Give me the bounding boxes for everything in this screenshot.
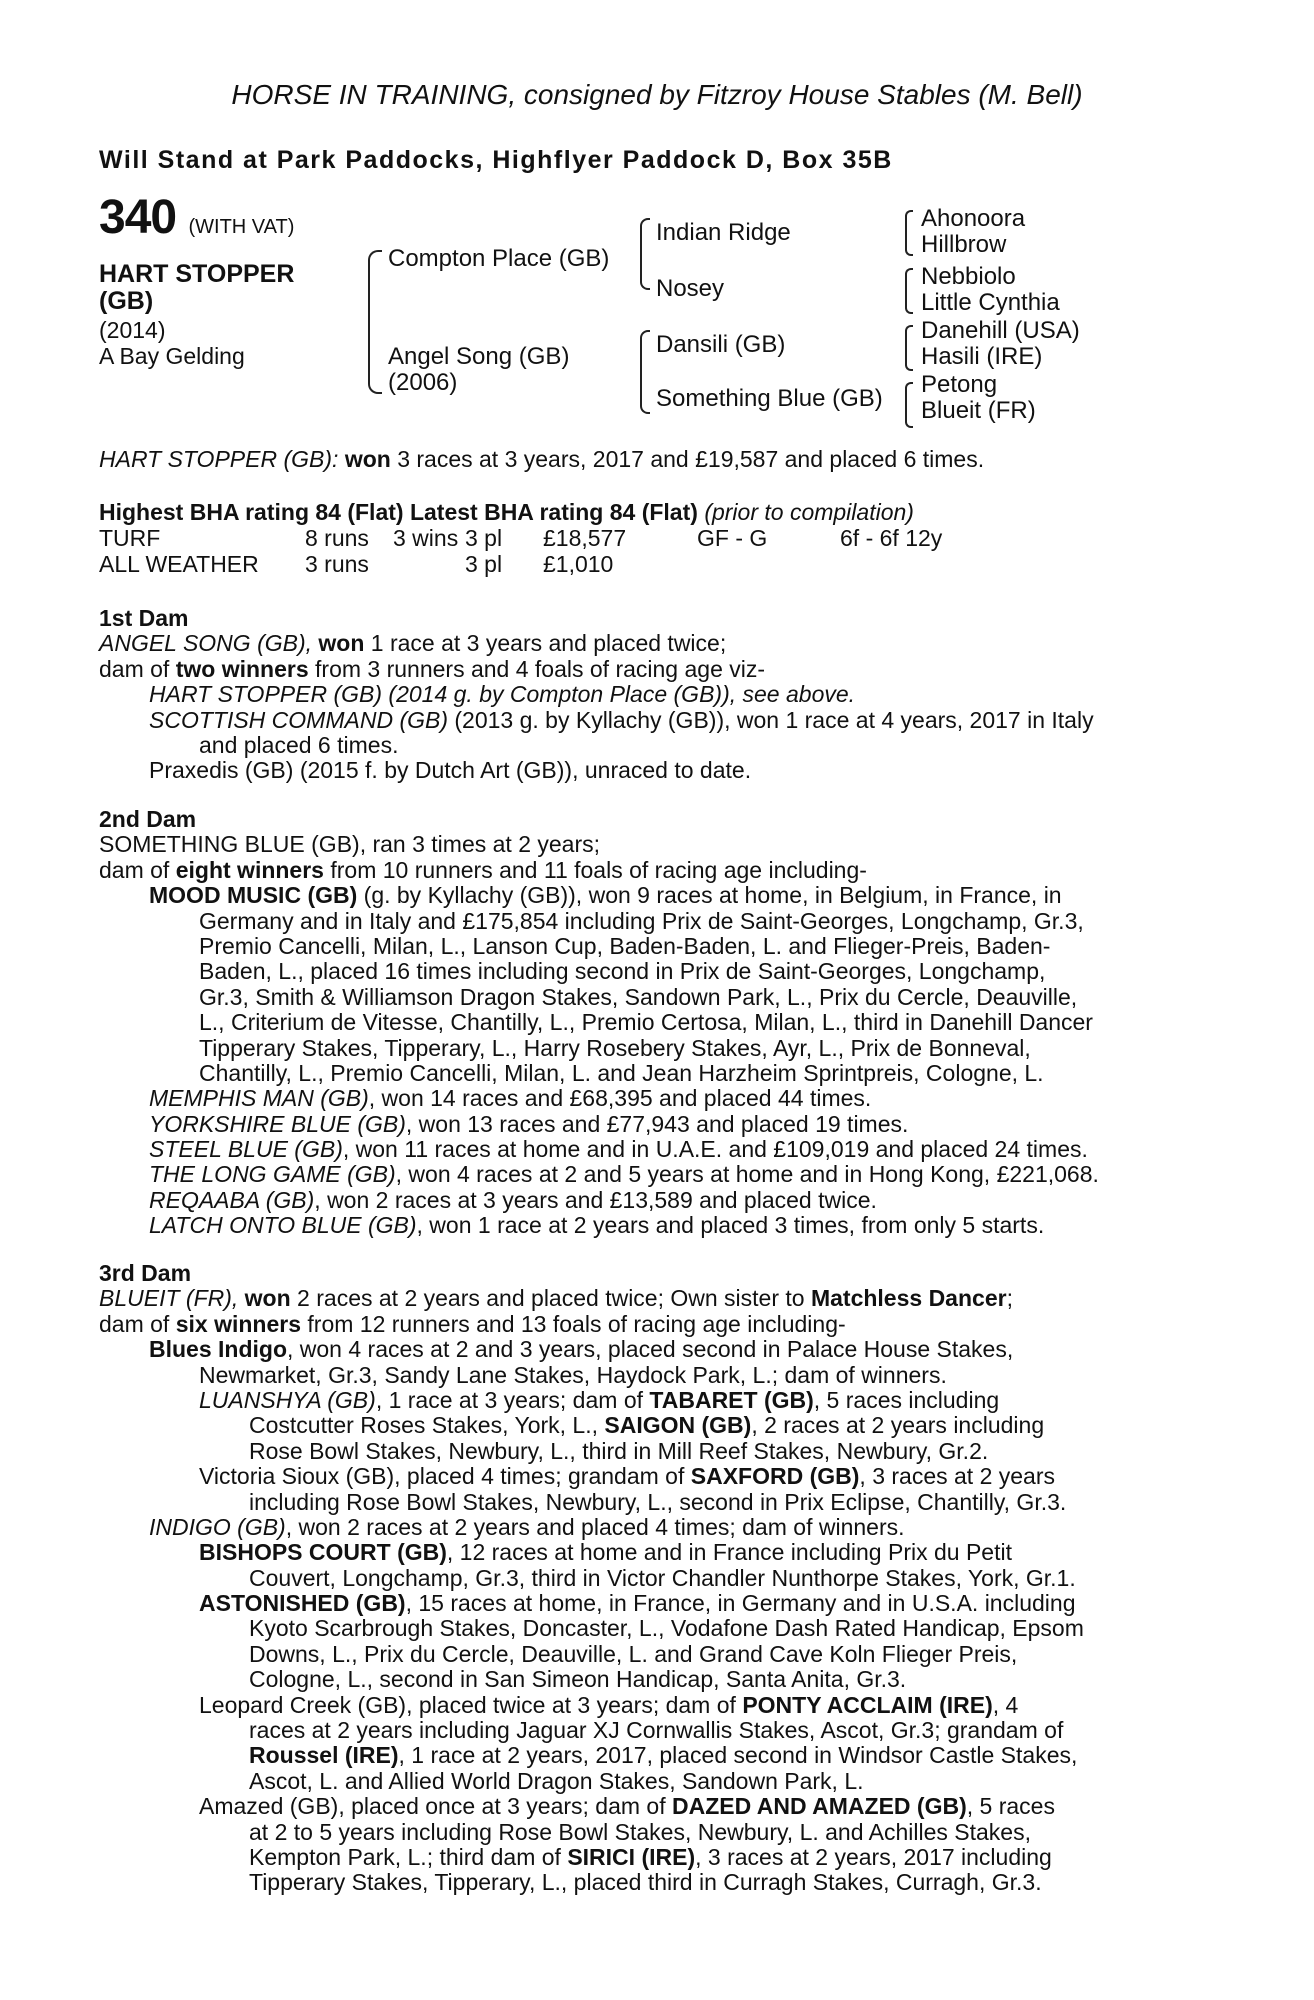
dam3-l15: Downs, L., Prix du Cercle, Deauville, L. and Grand Cave Koln Flieger Preis,: [249, 1640, 1018, 1667]
horse-description: A Bay Gelding: [99, 343, 245, 369]
aw-earnings: £1,010: [543, 551, 614, 577]
pedigree-brace-g3: [905, 325, 913, 371]
dam3-l16: Cologne, L., second in San Simeon Handicap, Santa Anita, Gr.3.: [249, 1666, 907, 1693]
dam2-l16b: , won 1 race at 2 years and placed 3 times, from only 5 starts.: [416, 1212, 1045, 1239]
dam1-name: ANGEL SONG (GB),: [99, 630, 319, 657]
dam2-steel-blue: STEEL BLUE (GB): [149, 1136, 343, 1163]
dam1-progeny-2: SCOTTISH COMMAND (GB): [149, 706, 448, 733]
dam3-luanshya: LUANSHYA (GB): [199, 1386, 376, 1413]
aw-placed: 3 pl: [465, 551, 503, 577]
dam2-memphis: MEMPHIS MAN (GB): [149, 1085, 369, 1112]
dam2-l5: Premio Cancelli, Milan, L., Lanson Cup, Baden-Baden, L. and Flieger-Preis, Baden-: [199, 932, 1051, 959]
dam3-l10b: , won 2 races at 2 years and placed 4 times; dam of winners.: [285, 1513, 905, 1540]
pedigree-g8: Blueit (FR): [921, 397, 1036, 424]
summary-won: won: [344, 446, 391, 472]
dam3-l2a: dam of: [99, 1310, 176, 1337]
pedigree-sire-sire: Indian Ridge: [656, 219, 791, 246]
dam2-l6: Baden, L., placed 16 times including second in Prix de Saint-Georges, Longchamp,: [199, 958, 1046, 985]
dam3-l23a: Kempton Park, L.; third dam of: [249, 1843, 568, 1870]
dam3-l8c: , 3 races at 2 years: [859, 1463, 1056, 1490]
horse-name: HART STOPPER: [99, 260, 295, 288]
dam3-l19b: , 1 race at 2 years, 2017, placed second in Windsor Castle Stakes,: [398, 1742, 1078, 1769]
dam2-l13b: , won 11 races at home and in U.A.E. and £109,019 and placed 24 times.: [342, 1136, 1088, 1163]
pedigree-brace-main: [368, 250, 382, 394]
pedigree-brace-dam: [640, 330, 650, 414]
dam3-l11b: , 12 races at home and in France including Prix du Petit: [446, 1539, 1012, 1566]
lot-number-row: [99, 191, 295, 244]
dam3-bishops-court: BISHOPS COURT (GB): [199, 1539, 447, 1566]
dam3-l14: Kyoto Scarbrough Stakes, Doncaster, L., Vodafone Dash Rated Handicap, Epsom: [249, 1615, 1084, 1642]
dam3-l23c: , 3 races at 2 years, 2017 including: [695, 1843, 1052, 1870]
dam2-l4: Germany and in Italy and £175,854 including Prix de Saint-Georges, Longchamp, Gr.3,: [199, 907, 1084, 934]
dam3-l5b: , 1 race at 3 years; dam of: [375, 1386, 650, 1413]
pedigree-g7: Petong: [921, 371, 998, 398]
vat-note: (WITH VAT): [188, 216, 295, 238]
dam3-l24: Tipperary Stakes, Tipperary, L., placed third in Curragh Stakes, Curragh, Gr.3.: [249, 1869, 1042, 1896]
dam3-l7: Rose Bowl Stakes, Newbury, L., third in Mill Reef Stakes, Newbury, Gr.2.: [249, 1437, 989, 1464]
dam1-l2c: from 3 runners and 4 foals of racing age viz-: [308, 655, 766, 682]
aw-label: ALL WEATHER: [99, 551, 259, 577]
dam2-l8: L., Criterium de Vitesse, Chantilly, L., Premio Certosa, Milan, L., third in Danehill Dancer: [199, 1009, 1093, 1036]
pedigree-g4: Little Cynthia: [921, 289, 1060, 316]
pedigree-g3: Nebbiolo: [921, 263, 1016, 290]
turf-wins: 3 wins: [393, 525, 459, 551]
dam3-l4: Newmarket, Gr.3, Sandy Lane Stakes, Haydock Park, L.; dam of winners.: [199, 1361, 947, 1388]
dam2-reqaaba: REQAABA (GB): [149, 1186, 315, 1213]
dam2-l15b: , won 2 races at 3 years and £13,589 and placed twice.: [314, 1186, 877, 1213]
pedigree-g2: Hillbrow: [921, 231, 1007, 258]
dam3-saxford: SAXFORD (GB): [690, 1463, 860, 1490]
dam3-blues-indigo: Blues Indigo: [149, 1336, 287, 1363]
second-dam-section: [99, 807, 1199, 1239]
pedigree-brace-g1: [905, 210, 913, 256]
summary-text: 3 races at 3 years, 2017 and £19,587 and placed 6 times.: [390, 446, 985, 472]
dam1-won: won: [318, 630, 365, 657]
dam1-progeny-2-text: (2013 g. by Kyllachy (GB)), won 1 race at 4 years, 2017 in Italy: [448, 706, 1094, 733]
dam3-l17c: , 4: [992, 1691, 1019, 1718]
dam1-l1: 1 race at 3 years and placed twice;: [364, 630, 727, 657]
turf-going: GF - G: [697, 525, 768, 551]
dam2-l11b: , won 14 races and £68,395 and placed 44 times.: [368, 1085, 872, 1112]
summary-horse: HART STOPPER (GB): [99, 446, 333, 472]
dam3-l6a: Costcutter Roses Stakes, York, L.,: [249, 1412, 605, 1439]
dam2-mood-music: MOOD MUSIC (GB): [149, 882, 358, 909]
dam3-sirici: SIRICI (IRE): [567, 1843, 696, 1870]
dam3-l21c: , 5 races: [966, 1793, 1055, 1820]
dam1-winners: two winners: [175, 655, 309, 682]
dam2-l3b: (g. by Kyllachy (GB)), won 9 races at home, in Belgium, in France, in: [357, 882, 1062, 909]
dam3-l5d: , 5 races including: [813, 1386, 1000, 1413]
turf-label: TURF: [99, 525, 161, 551]
dam2-l2c: from 10 runners and 11 foals of racing age including-: [323, 856, 867, 883]
pedigree-dam-dam: Something Blue (GB): [656, 385, 883, 412]
dam3-won: won: [244, 1285, 291, 1312]
first-dam-heading: 1st Dam: [99, 605, 189, 631]
horse-country: (GB): [99, 287, 154, 315]
pedigree-brace-sire: [640, 218, 650, 290]
dam3-blueit: BLUEIT (FR),: [99, 1285, 245, 1312]
dam3-l22: at 2 to 5 years including Rose Bowl Stakes, Newbury, L. and Achilles Stakes,: [249, 1818, 1031, 1845]
dam3-saigon: SAIGON (GB): [604, 1412, 752, 1439]
second-dam-heading: 2nd Dam: [99, 806, 197, 832]
first-dam-section: [99, 606, 1199, 784]
dam1-progeny-3: Praxedis (GB) (2015 f. by Dutch Art (GB)), unraced to date.: [149, 757, 752, 784]
dam2-yorkshire: YORKSHIRE BLUE (GB): [149, 1110, 406, 1137]
dam2-l7: Gr.3, Smith & Williamson Dragon Stakes, Sandown Park, L., Prix du Cercle, Deauville,: [199, 983, 1078, 1010]
dam2-winners: eight winners: [175, 856, 324, 883]
dam3-l20: Ascot, L. and Allied World Dragon Stakes, Sandown Park, L.: [249, 1767, 864, 1794]
dam3-matchless: Matchless Dancer: [810, 1285, 1007, 1312]
dam1-l5: and placed 6 times.: [199, 731, 399, 758]
pedigree-dam-sire: Dansili (GB): [656, 331, 786, 358]
dam3-l6c: , 2 races at 2 years including: [751, 1412, 1045, 1439]
dam2-latch: LATCH ONTO BLUE (GB): [149, 1212, 417, 1239]
dam3-l1c: 2 races at 2 years and placed twice; Own sister to: [290, 1285, 811, 1312]
consignment-header: HORSE IN TRAINING, consigned by Fitzroy House Stables (M. Bell): [231, 79, 1083, 110]
dam3-l18: races at 2 years including Jaguar XJ Cornwallis Stakes, Ascot, Gr.3; grandam of: [249, 1717, 1064, 1744]
horse-year: (2014): [99, 317, 166, 343]
dam3-astonished: ASTONISHED (GB): [199, 1590, 406, 1617]
pedigree-g6: Hasili (IRE): [921, 343, 1043, 370]
dam3-winners: six winners: [175, 1310, 301, 1337]
pedigree-sire-dam: Nosey: [656, 275, 725, 302]
dam3-l9: including Rose Bowl Stakes, Newbury, L., second in Prix Eclipse, Chantilly, Gr.3.: [249, 1488, 1067, 1515]
pedigree-g5: Danehill (USA): [921, 317, 1080, 344]
aw-runs: 3 runs: [305, 551, 369, 577]
dam2-l1: SOMETHING BLUE (GB), ran 3 times at 2 years;: [99, 831, 601, 858]
rating-note: (prior to compilation): [704, 499, 914, 525]
race-summary: HART STOPPER (GB): won 3 races at 3 years, 2017 and £19,587 and placed 6 times.: [99, 446, 985, 472]
third-dam-section: [99, 1261, 1199, 1896]
pedigree-dam: Angel Song (GB): [388, 343, 570, 370]
pedigree-brace-g4: [905, 382, 913, 428]
dam3-l13b: , 15 races at home, in France, in Germany and in U.S.A. including: [405, 1590, 1076, 1617]
lot-number: 340: [99, 191, 177, 244]
rating-line: [99, 500, 914, 525]
dam1-l2a: dam of: [99, 655, 176, 682]
dam2-l12b: , won 13 races and £77,943 and placed 19 times.: [405, 1110, 909, 1137]
dam2-long-game: THE LONG GAME (GB): [149, 1161, 396, 1188]
turf-distance: 6f - 6f 12y: [840, 525, 943, 551]
dam3-ponty: PONTY ACCLAIM (IRE): [742, 1691, 993, 1718]
dam3-l2c: from 12 runners and 13 foals of racing age including-: [301, 1310, 846, 1337]
pedigree-dam-year: (2006): [388, 369, 458, 396]
dam3-l12: Couvert, Longchamp, Gr.3, third in Victor Chandler Nunthorpe Stakes, York, Gr.1.: [249, 1564, 1076, 1591]
dam1-progeny-1: HART STOPPER (GB) (2014 g. by Compton Place (GB)), see above.: [149, 681, 856, 708]
dam3-l1e: ;: [1006, 1285, 1013, 1312]
dam3-l8a: Victoria Sioux (GB), placed 4 times; grandam of: [199, 1463, 691, 1490]
dam3-tabaret: TABARET (GB): [649, 1386, 814, 1413]
pedigree-g1: Ahonoora: [921, 205, 1026, 232]
rating-text: Highest BHA rating 84 (Flat) Latest BHA rating 84 (Flat): [99, 499, 698, 525]
dam2-l14b: , won 4 races at 2 and 5 years at home and in Hong Kong, £221,068.: [395, 1161, 1099, 1188]
turf-earnings: £18,577: [543, 525, 627, 551]
location-line: Will Stand at Park Paddocks, Highflyer Paddock D, Box 35B: [99, 146, 893, 174]
dam3-l3b: , won 4 races at 2 and 3 years, placed second in Palace House Stakes,: [287, 1336, 1014, 1363]
dam3-l17a: Leopard Creek (GB), placed twice at 3 years; dam of: [199, 1691, 743, 1718]
third-dam-heading: 3rd Dam: [99, 1260, 192, 1286]
turf-placed: 3 pl: [465, 525, 503, 551]
dam2-l9: Tipperary Stakes, Tipperary, L., Harry Rosebery Stakes, Ayr, L., Prix de Bonneval,: [199, 1034, 1031, 1061]
dam3-dazed: DAZED AND AMAZED (GB): [672, 1793, 967, 1820]
dam3-l21a: Amazed (GB), placed once at 3 years; dam of: [199, 1793, 673, 1820]
pedigree-sire: Compton Place (GB): [388, 245, 610, 272]
dam3-indigo: INDIGO (GB): [149, 1513, 286, 1540]
dam2-l2a: dam of: [99, 856, 176, 883]
dam2-l10: Chantilly, L., Premio Cancelli, Milan, L. and Jean Harzheim Sprintpreis, Cologne, L.: [199, 1059, 1044, 1086]
turf-runs: 8 runs: [305, 525, 369, 551]
dam3-roussel: Roussel (IRE): [249, 1742, 399, 1769]
pedigree-brace-g2: [905, 268, 913, 314]
